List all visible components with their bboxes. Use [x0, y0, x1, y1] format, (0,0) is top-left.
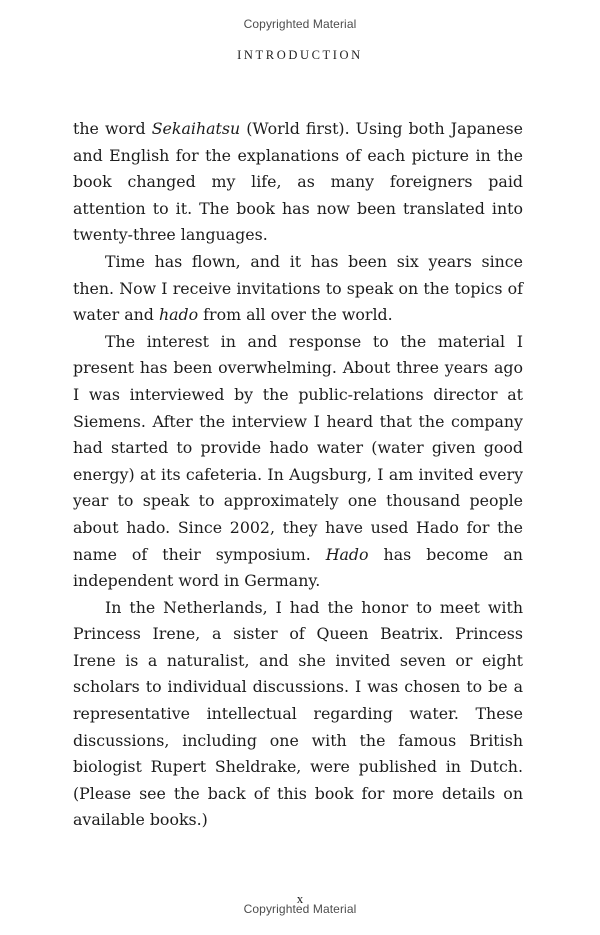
body-text	[73, 116, 523, 834]
paragraph-1-post: (World first). Using both Japanese and English for the explanations of each picture in the book changed my life, as many foreigners paid attention to it. The book has now been translated into twenty-three languages.	[73, 119, 523, 245]
paragraph-1	[73, 116, 523, 249]
paragraph-2-italic: hado	[158, 305, 199, 325]
paragraph-2	[73, 249, 523, 329]
paragraph-1-italic: Sekaihatsu	[151, 119, 241, 138]
paragraph-3	[73, 329, 523, 595]
copyright-watermark-top: Copyrighted Material	[243, 17, 357, 31]
paragraph-2-pre: Time has flown, and it has been six years since then. Now I receive invitations to speak on the topics of water and	[73, 251, 523, 325]
paragraph-3-pre: The interest in and response to the material I present has been overwhelming. About three years ago I was interviewed by the public-relations director at Siemens. After the interview I heard that the company had started to provide hado water (water given good energy) at its cafeteria. In Augsburg, I am invited every year to speak to approximately one thousand people about hado. Since 2002, they have used Hado for the name of their symposium.	[73, 331, 523, 564]
paragraph-1-pre: the word	[73, 119, 152, 138]
running-head: INTRODUCTION	[237, 48, 363, 62]
copyright-watermark-bottom: Copyrighted Material	[243, 902, 357, 916]
paragraph-3-post: has become an independent word in Germany.	[73, 544, 523, 591]
paragraph-3-italic: Hado	[325, 544, 369, 564]
paragraph-4: In the Netherlands, I had the honor to meet with Princess Irene, a sister of Queen Beatrix. Princess Irene is a naturalist, and she invited seven or eight scholars to individual discussions. I was chosen to be a representative intellectual regarding water. These discussions, including one with the famous British biologist Rupert Sheldrake, were published in Dutch. (Please see the back of this book for more details on available books.)	[73, 597, 523, 830]
paragraph-2-post: from all over the world.	[198, 305, 393, 325]
page-number: x	[296, 891, 304, 906]
